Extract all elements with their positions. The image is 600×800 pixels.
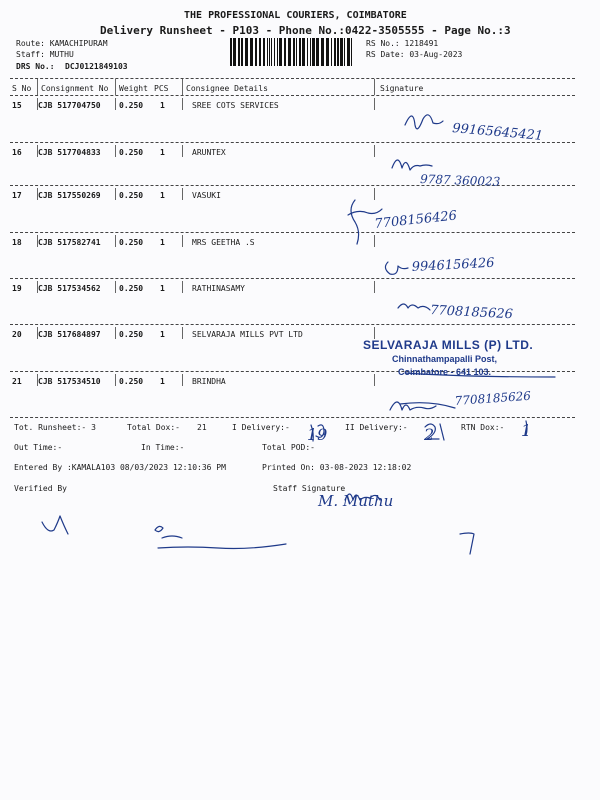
- row-sno: 17: [12, 191, 22, 200]
- row-weight: 0.250: [119, 284, 144, 293]
- rtn-dox-value: 1: [521, 421, 532, 440]
- row-consignee: RATHINASAMY: [192, 284, 245, 293]
- row-sno: 15: [12, 101, 22, 110]
- total-runsheet: Tot. Runsheet:- 3: [14, 423, 96, 432]
- row-consignment-no: CJB 517684897: [38, 330, 101, 339]
- row-sno: 19: [12, 284, 22, 293]
- row-sno: 16: [12, 148, 22, 157]
- row-pcs: 1: [160, 101, 165, 110]
- row-consignment-no: CJB 517704833: [38, 148, 101, 157]
- printed-on: Printed On: 03-08-2023 12:18:02: [262, 463, 412, 472]
- total-dox-label: Total Dox:-: [127, 423, 180, 432]
- ii-delivery-value: 2: [424, 425, 435, 444]
- row-sno: 21: [12, 377, 22, 386]
- staff: Staff: MUTHU: [16, 50, 74, 59]
- sig-21: 7708185626: [454, 388, 532, 408]
- col-consignee: Consignee Details: [186, 84, 268, 93]
- row-pcs: 1: [160, 330, 165, 339]
- row-consignee: MRS GEETHA .S: [192, 238, 255, 247]
- verified-by: Verified By: [14, 484, 67, 493]
- row-consignee: SREE COTS SERVICES: [192, 101, 279, 110]
- rtn-dox-label: RTN Dox:-: [461, 423, 505, 432]
- sig-19: 7708185626: [429, 303, 514, 323]
- row-weight: 0.250: [119, 238, 144, 247]
- row-consignee: BRINDHA: [192, 377, 226, 386]
- sig-15: 99165645421: [451, 121, 544, 144]
- row-consignment-no: CJB 517534510: [38, 377, 101, 386]
- row-pcs: 1: [160, 191, 165, 200]
- row-pcs: 1: [160, 284, 165, 293]
- row-pcs: 1: [160, 148, 165, 157]
- runsheet-title: Delivery Runsheet - P103 - Phone No.:0422-3505555 - Page No.:3: [100, 24, 511, 37]
- row-weight: 0.250: [119, 101, 144, 110]
- rs-no: RS No.: 1218491: [366, 39, 439, 48]
- i-delivery-value: 19: [307, 425, 328, 444]
- row-sno: 18: [12, 238, 22, 247]
- row-consignment-no: CJB 517704750: [38, 101, 101, 110]
- company-title: THE PROFESSIONAL COURIERS, COIMBATORE: [184, 10, 407, 21]
- row-pcs: 1: [160, 238, 165, 247]
- in-time: In Time:-: [141, 443, 185, 452]
- out-time: Out Time:-: [14, 443, 63, 452]
- row-sno: 20: [12, 330, 22, 339]
- row-pcs: 1: [160, 377, 165, 386]
- staff-signature-hand: M. Muthu: [318, 492, 394, 510]
- row-weight: 0.250: [119, 330, 144, 339]
- row-weight: 0.250: [119, 191, 144, 200]
- sig-18: 9946156426: [411, 255, 495, 275]
- drs-value: DCJ0121849103: [65, 62, 128, 71]
- rs-date: RS Date: 03-Aug-2023: [366, 50, 463, 59]
- row-consignment-no: CJB 517550269: [38, 191, 101, 200]
- i-delivery-label: I Delivery:-: [232, 423, 290, 432]
- col-sno: S No: [12, 84, 32, 93]
- route: Route: KAMACHIPURAM: [16, 39, 108, 48]
- entered-by: Entered By :KAMALA103 08/03/2023 12:10:36 PM: [14, 463, 226, 472]
- company-stamp-city: Coimbatore - 641 103.: [398, 367, 492, 377]
- company-stamp-name: SELVARAJA MILLS (P) LTD.: [363, 338, 534, 352]
- row-consignment-no: CJB 517582741: [38, 238, 101, 247]
- col-weight: Weight: [119, 84, 148, 93]
- sig-17: 7708156426: [373, 208, 458, 232]
- row-consignee: VASUKI: [192, 191, 221, 200]
- total-pod: Total POD:-: [262, 443, 315, 452]
- ii-delivery-label: II Delivery:-: [345, 423, 408, 432]
- col-pcs: PCS: [154, 84, 169, 93]
- row-consignee: ARUNTEX: [192, 148, 226, 157]
- row-weight: 0.250: [119, 148, 144, 157]
- row-consignment-no: CJB 517534562: [38, 284, 101, 293]
- staff-signature-label: Staff Signature: [273, 484, 346, 493]
- col-consignment: Consignment No: [41, 84, 109, 93]
- drs-label: DRS No.:: [16, 62, 55, 71]
- sig-16: 9787 360023: [419, 172, 501, 189]
- company-stamp-address: Chinnathampapalli Post,: [392, 354, 498, 364]
- row-weight: 0.250: [119, 377, 144, 386]
- col-signature: Signature: [380, 84, 424, 93]
- row-consignee: SELVARAJA MILLS PVT LTD: [192, 330, 303, 339]
- total-dox-value: 21: [197, 423, 207, 432]
